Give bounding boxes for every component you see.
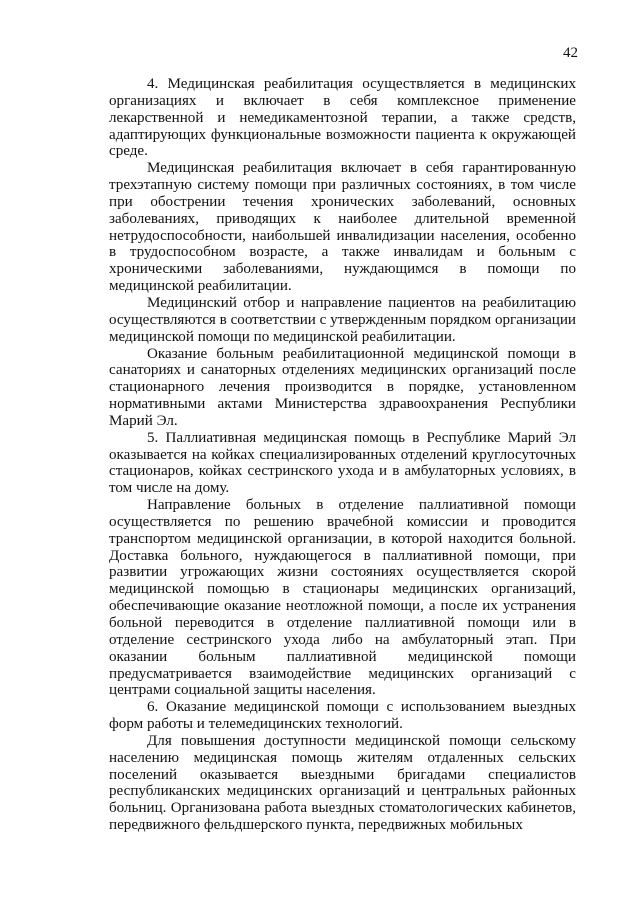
paragraph-rehabilitation-selection: Медицинский отбор и направление пациентов на реабилитацию осуществляются в соответствии с утвержденным порядком организации медицинской помощи по медицинской реабилитации.	[109, 294, 576, 345]
paragraph-rehabilitation-system: Медицинская реабилитация включает в себя гарантированную трехэтапную систему помощи при различных состояниях, в том числе при обострении течения хронических заболеваний, основных заболеваниях, приводящих к наиболее длительной временной нетрудоспособности, наибольшей инвалидизации населения, особенно в трудоспособном возрасте, а также инвалидам и больным с хроническими заболеваниями, нуждающимся в помощи по медицинской реабилитации.	[109, 160, 576, 295]
paragraph-palliative-intro: 5. Паллиативная медицинская помощь в Республике Марий Эл оказывается на койках специализированных отделений круглосуточных стационаров, койках сестринского ухода и в амбулаторных условиях, в том числе на дому.	[109, 429, 576, 497]
paragraph-mobile-teams: Для повышения доступности медицинской помощи сельскому населению медицинская помощь жителям отдаленных сельских поселений оказывается выездными бригадами специалистов республиканских медицинских организаций и центральных районных больниц. Организована работа выездных стоматологических кабинетов, передвижного фельдшерского пункта, передвижных мобильных	[109, 732, 576, 834]
paragraph-palliative-referral: Направление больных в отделение паллиативной помощи осуществляется по решению врачебной комиссии и проводится транспортом медицинской организации, в которой находится больной. Доставка больного, нуждающегося в паллиативной помощи, при развитии угрожающих жизни состояниях осуществляется скорой медицинской помощью в стационары медицинских организаций, обеспечивающие оказание неотложной помощи, а после их устранения больной переводится в отделение паллиативной помощи или в отделение сестринского ухода либо на амбулаторный этап. При оказании больным паллиативной медицинской помощи предусматривается взаимодействие медицинских организаций с центрами социальной защиты населения.	[109, 497, 576, 699]
paragraph-mobile-telemedicine-heading: 6. Оказание медицинской помощи с использованием выездных форм работы и телемедицинских технологий.	[109, 699, 576, 733]
paragraph-sanatorium-care: Оказание больным реабилитационной медицинской помощи в санаториях и санаторных отделениях медицинских организаций после стационарного лечения производится в порядке, установленном нормативными актами Министерства здравоохранения Республики Марий Эл.	[109, 345, 576, 429]
paragraph-rehabilitation-intro: 4. Медицинская реабилитация осуществляется в медицинских организациях и включает в себя комплексное применение лекарственной и немедикаментозной терапии, а также средств, адаптирующих функциональные возможности пациента к окружающей среде.	[109, 76, 576, 160]
document-body	[109, 76, 576, 834]
page-number: 42	[563, 45, 578, 61]
